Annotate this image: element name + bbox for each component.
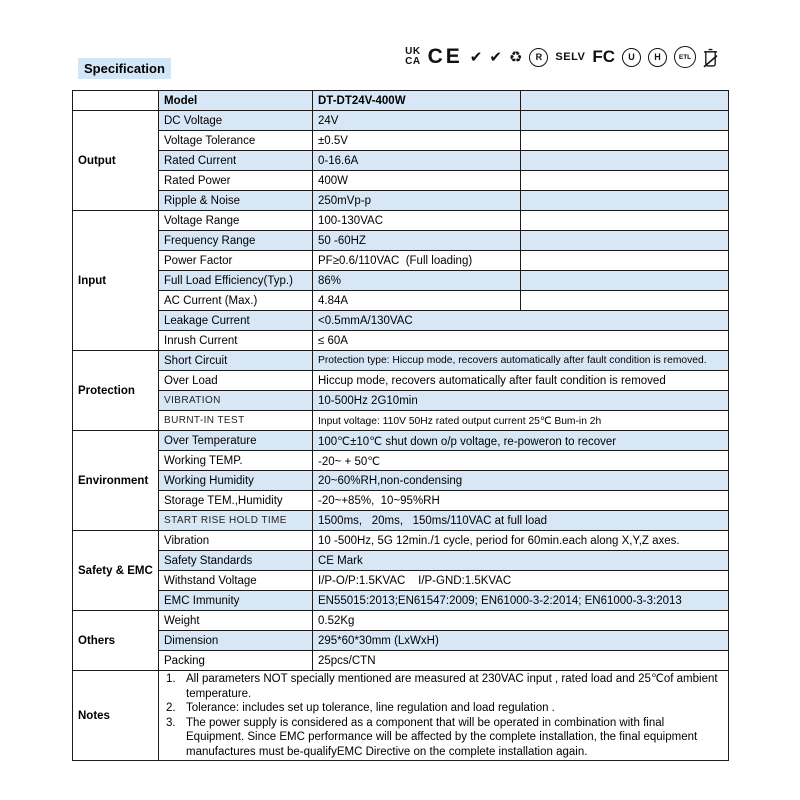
spec-table [72, 90, 729, 761]
table-row [73, 591, 729, 611]
param-cell: EMC Immunity [159, 591, 313, 611]
value-cell: 295*60*30mm (LxWxH) [313, 631, 729, 651]
table-row [73, 471, 729, 491]
note-item: 2. Tolerance: includes set up tolerance, line regulation and load regulation . [166, 702, 555, 714]
table-row [73, 611, 729, 631]
value-cell: CE Mark [313, 551, 729, 571]
table-row [73, 431, 729, 451]
weee-bin-icon [703, 47, 718, 68]
table-row [73, 511, 729, 531]
value-cell: 250mVp-p [313, 191, 521, 211]
fcc-mark: FC [592, 47, 615, 66]
param-cell: Voltage Tolerance [159, 131, 313, 151]
category-cell: Input [73, 211, 159, 351]
value-cell: 100℃±10℃ shut down o/p voltage, re-poweron to recover [313, 431, 729, 451]
note-item: 3. The power supply is considered as a component that will be operated in combination with final Equipment. Since EMC performance will be affected by the complete installation, the final equipment manufactures must be-qualifyEMC Directive on the complete installation again. [166, 716, 698, 758]
empty-cell [521, 271, 729, 291]
param-cell: BURNT-IN TEST [159, 411, 313, 431]
empty-cell [521, 191, 729, 211]
category-cell: Environment [73, 431, 159, 531]
value-cell: ≤ 60A [313, 331, 729, 351]
param-cell: Weight [159, 611, 313, 631]
category-cell: Protection [73, 351, 159, 431]
etl-mark: ETL [674, 46, 696, 68]
param-cell: Working Humidity [159, 471, 313, 491]
table-row [73, 531, 729, 551]
category-cell: Safety & EMC [73, 531, 159, 611]
param-cell: START RISE HOLD TIME [159, 511, 313, 531]
notes-row [73, 671, 729, 761]
table-row [73, 351, 729, 371]
param-cell: Dimension [159, 631, 313, 651]
value-cell: Hiccup mode, recovers automatically after fault condition is removed [313, 371, 729, 391]
table-row [73, 131, 729, 151]
empty-cell [521, 91, 729, 111]
table-row [73, 311, 729, 331]
param-cell: AC Current (Max.) [159, 291, 313, 311]
value-cell: Protection type: Hiccup mode, recovers automatically after fault condition is removed. [313, 351, 729, 371]
param-cell: Working TEMP. [159, 451, 313, 471]
table-row [73, 551, 729, 571]
value-cell: 100-130VAC [313, 211, 521, 231]
circle-h-icon: H [648, 48, 667, 67]
category-cell: Output [73, 111, 159, 211]
empty-cell [521, 291, 729, 311]
table-row [73, 271, 729, 291]
table-row [73, 651, 729, 671]
notes-cell [159, 671, 729, 761]
param-cell: Leakage Current [159, 311, 313, 331]
param-cell: Voltage Range [159, 211, 313, 231]
table-row [73, 411, 729, 431]
value-cell: 0-16.6A [313, 151, 521, 171]
model-row [73, 91, 729, 111]
param-cell: Withstand Voltage [159, 571, 313, 591]
table-row [73, 371, 729, 391]
r-circle-icon: R [529, 48, 548, 67]
param-cell: Frequency Range [159, 231, 313, 251]
value-cell: 4.84A [313, 291, 521, 311]
value-cell: 1500ms, 20ms, 150ms/110VAC at full load [313, 511, 729, 531]
value-cell: -20~+85%, 10~95%RH [313, 491, 729, 511]
table-row [73, 191, 729, 211]
param-cell: Model [159, 91, 313, 111]
page-title: Specification [78, 58, 171, 79]
param-cell: Rated Current [159, 151, 313, 171]
category-cell: Notes [73, 671, 159, 761]
value-cell: 24V [313, 111, 521, 131]
recycle-icon: ♻ [508, 49, 523, 66]
empty-cell [521, 151, 729, 171]
empty-cell [521, 111, 729, 131]
value-cell: 10-500Hz 2G10min [313, 391, 729, 411]
value-cell: I/P-O/P:1.5KVAC I/P-GND:1.5KVAC [313, 571, 729, 591]
value-cell: 50 -60HZ [313, 231, 521, 251]
table-row [73, 631, 729, 651]
table-row [73, 251, 729, 271]
value-cell: EN55015:2013;EN61547:2009; EN61000-3-2:2014; EN61000-3-3:2013 [313, 591, 729, 611]
value-cell: PF≥0.6/110VAC (Full loading) [313, 251, 521, 271]
value-cell: -20~ + 50℃ [313, 451, 729, 471]
value-cell: 25pcs/CTN [313, 651, 729, 671]
empty-cell [521, 211, 729, 231]
value-cell: 10 -500Hz, 5G 12min./1 cycle, period for 60min.each along X,Y,Z axes. [313, 531, 729, 551]
category-cell [73, 91, 159, 111]
table-row [73, 231, 729, 251]
selv-mark: SELV [555, 51, 586, 63]
circle-u-icon: U [622, 48, 641, 67]
table-row [73, 571, 729, 591]
empty-cell [521, 171, 729, 191]
param-cell: Full Load Efficiency(Typ.) [159, 271, 313, 291]
table-row [73, 171, 729, 191]
param-cell: Storage TEM.,Humidity [159, 491, 313, 511]
table-row [73, 391, 729, 411]
ce-mark: CE [427, 45, 463, 68]
param-cell: Power Factor [159, 251, 313, 271]
param-cell: Over Load [159, 371, 313, 391]
value-cell: 20~60%RH,non-condensing [313, 471, 729, 491]
param-cell: DC Voltage [159, 111, 313, 131]
param-cell: VIBRATION [159, 391, 313, 411]
empty-cell [521, 131, 729, 151]
value-cell: 86% [313, 271, 521, 291]
param-cell: Packing [159, 651, 313, 671]
param-cell: Rated Power [159, 171, 313, 191]
param-cell: Safety Standards [159, 551, 313, 571]
param-cell: Short Circuit [159, 351, 313, 371]
table-row [73, 111, 729, 131]
cert-marks [405, 45, 718, 69]
value-cell: <0.5mmA/130VAC [313, 311, 729, 331]
param-cell: Vibration [159, 531, 313, 551]
param-cell: Over Temperature [159, 431, 313, 451]
value-cell: 400W [313, 171, 521, 191]
empty-cell [521, 251, 729, 271]
param-cell: Ripple & Noise [159, 191, 313, 211]
compliance-check-icon: ✔ [489, 49, 502, 66]
note-item: 1. All parameters NOT specially mentioned are measured at 230VAC input , rated load and 25℃of ambient temperature. [166, 673, 718, 700]
value-cell: Input voltage: 110V 50Hz rated output current 25℃ Bum-in 2h [313, 411, 729, 431]
spec-table-body [73, 91, 729, 761]
empty-cell [521, 231, 729, 251]
param-cell: Inrush Current [159, 331, 313, 351]
value-cell: 0.52Kg [313, 611, 729, 631]
table-row [73, 151, 729, 171]
table-row [73, 451, 729, 471]
table-row [73, 491, 729, 511]
rohs-check-icon: ✔ [469, 49, 483, 66]
table-row [73, 211, 729, 231]
category-cell: Others [73, 611, 159, 671]
value-cell: DT-DT24V-400W [313, 91, 521, 111]
value-cell: ±0.5V [313, 131, 521, 151]
ukca-mark: UK CA [405, 46, 421, 67]
table-row [73, 291, 729, 311]
table-row [73, 331, 729, 351]
